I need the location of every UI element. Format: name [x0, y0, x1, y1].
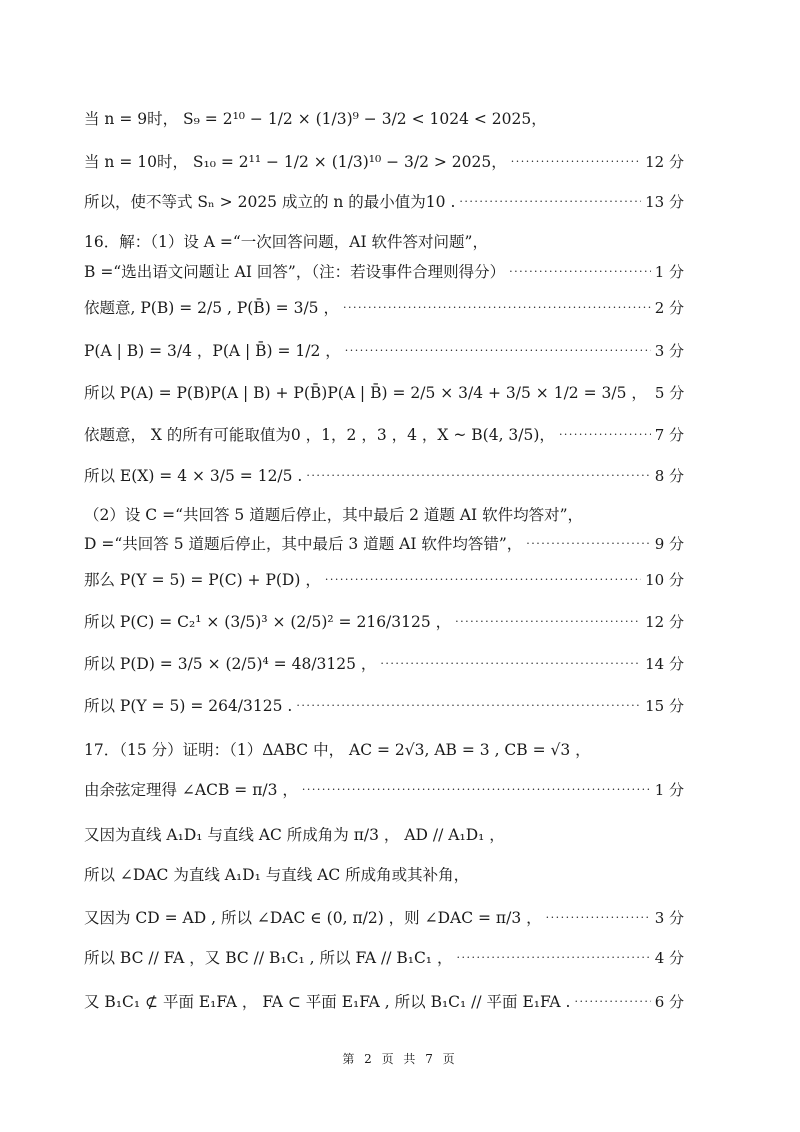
page-footer: 第 2 页 共 7 页 [342, 1052, 458, 1066]
leader-dots [546, 912, 651, 923]
line-5 [84, 256, 684, 286]
score-label: 14 分 [645, 654, 684, 673]
leader-dots [511, 156, 641, 167]
line-text: 当 n = 9时， S₉ = 2¹⁰ − 1/2 × (1/3)⁹ − 3/2 < 1024 < 2025， [84, 110, 547, 128]
line-17 [84, 734, 684, 764]
line-11 [84, 499, 684, 529]
line-16 [84, 690, 684, 720]
line-15 [84, 648, 684, 678]
score-label: 4 分 [654, 948, 684, 967]
score-label: 1 分 [654, 262, 684, 281]
line-text: 又 B₁C₁ ⊄ 平面 E₁FA ， FA ⊂ 平面 E₁FA , 所以 B₁C₁ // 平面 E₁FA . [84, 993, 571, 1011]
score-label: 15 分 [645, 696, 684, 715]
line-6 [84, 292, 684, 322]
line-text: 17．（15 分）证明：（1）ΔABC 中， AC = 2√3, AB = 3 , CB = √3 ， [84, 741, 591, 759]
score-label: 5 分 [654, 383, 685, 402]
leader-dots [574, 996, 650, 1007]
line-22 [84, 942, 684, 972]
leader-dots [302, 784, 651, 795]
leader-dots [456, 952, 650, 963]
score-label: 12 分 [645, 612, 684, 631]
line-2 [84, 146, 684, 176]
line-text: 又因为直线 A₁D₁ 与直线 AC 所成角为 π/3 ， AD // A₁D₁ ， [84, 826, 505, 844]
leader-dots [345, 345, 651, 356]
line-text: （2）设 C =“共回答 5 道题后停止，其中最后 2 道题 AI 软件均答对”， [84, 506, 584, 524]
line-23 [84, 986, 684, 1016]
line-text: 当 n = 10时， S₁₀ = 2¹¹ − 1/2 × (1/3)¹⁰ − 3/2 > 2025， [84, 153, 507, 171]
score-label: 1 分 [654, 780, 684, 799]
score-label: 9 分 [654, 534, 684, 553]
line-12 [84, 528, 684, 558]
line-text: 16．解：（1）设 A =“一次回答问题，AI 软件答对问题”， [84, 233, 488, 251]
line-4 [84, 226, 684, 256]
line-text: 所以 P(Y = 5) = 264/3125 . [84, 697, 293, 715]
line-text: 所以 BC // FA ，又 BC // B₁C₁ , 所以 FA // B₁C₁ ， [84, 949, 453, 967]
line-text: 那么 P(Y = 5) = P(C) + P(D) ， [84, 571, 321, 589]
line-text: 所以 E(X) = 4 × 3/5 = 12/5 . [84, 467, 303, 485]
line-text: B =“选出语文问题让 AI 回答”，（注：若设事件合理则得分） [84, 263, 506, 281]
line-text: 依题意， X 的所有可能取值为0 ，1，2 ，3 ，4 ，X ~ B(4, 3/5)， [84, 426, 555, 444]
leader-dots [306, 470, 650, 481]
score-label: 2 分 [654, 298, 684, 317]
line-text: 由余弦定理得 ∠ACB = π/3 ， [84, 781, 298, 799]
line-text: 所以 P(D) = 3/5 × (2/5)⁴ = 48/3125 ， [84, 655, 377, 673]
line-7 [84, 335, 684, 365]
line-13 [84, 564, 684, 594]
leader-dots [296, 700, 641, 711]
line-8 [84, 377, 684, 407]
line-text: D =“共回答 5 道题后停止，其中最后 3 道题 AI 软件均答错”， [84, 535, 523, 553]
leader-dots [509, 266, 651, 277]
score-label: 6 分 [654, 992, 684, 1011]
line-text: P(A | B) = 3/4 ，P(A | B̄) = 1/2 ， [84, 342, 341, 360]
score-label: 13 分 [645, 192, 684, 211]
leader-dots [526, 538, 650, 549]
leader-dots [559, 429, 651, 440]
line-20 [84, 859, 684, 889]
leader-dots [380, 658, 641, 669]
score-label: 8 分 [654, 466, 684, 485]
line-text: 又因为 CD = AD , 所以 ∠DAC ∈ (0, π/2) ，则 ∠DAC = π/3 ， [84, 909, 542, 927]
line-19 [84, 819, 684, 849]
line-18 [84, 774, 684, 804]
leader-dots [343, 302, 651, 313]
line-text: 所以 P(A) = P(B)P(A | B) + P(B̄)P(A | B̄) = 2/5 × 3/4 + 3/5 × 1/2 = 3/5 ， [84, 384, 647, 402]
score-label: 7 分 [654, 425, 684, 444]
line-10 [84, 460, 684, 490]
line-3 [84, 186, 684, 216]
line-14 [84, 606, 684, 636]
line-21 [84, 902, 684, 932]
line-9 [84, 419, 684, 449]
line-text: 所以，使不等式 Sₙ > 2025 成立的 n 的最小值为10 . [84, 193, 456, 211]
score-label: 3 分 [654, 908, 684, 927]
line-1 [84, 103, 684, 133]
line-text: 所以 ∠DAC 为直线 A₁D₁ 与直线 AC 所成角或其补角， [84, 866, 470, 884]
score-label: 12 分 [645, 152, 684, 171]
leader-dots [325, 574, 641, 585]
leader-dots [459, 196, 641, 207]
leader-dots [455, 616, 641, 627]
score-label: 10 分 [645, 570, 684, 589]
score-label: 3 分 [654, 341, 684, 360]
line-text: 依题意, P(B) = 2/5 , P(B̄) = 3/5 ， [84, 299, 339, 317]
line-text: 所以 P(C) = C₂¹ × (3/5)³ × (2/5)² = 216/3125 ， [84, 613, 452, 631]
